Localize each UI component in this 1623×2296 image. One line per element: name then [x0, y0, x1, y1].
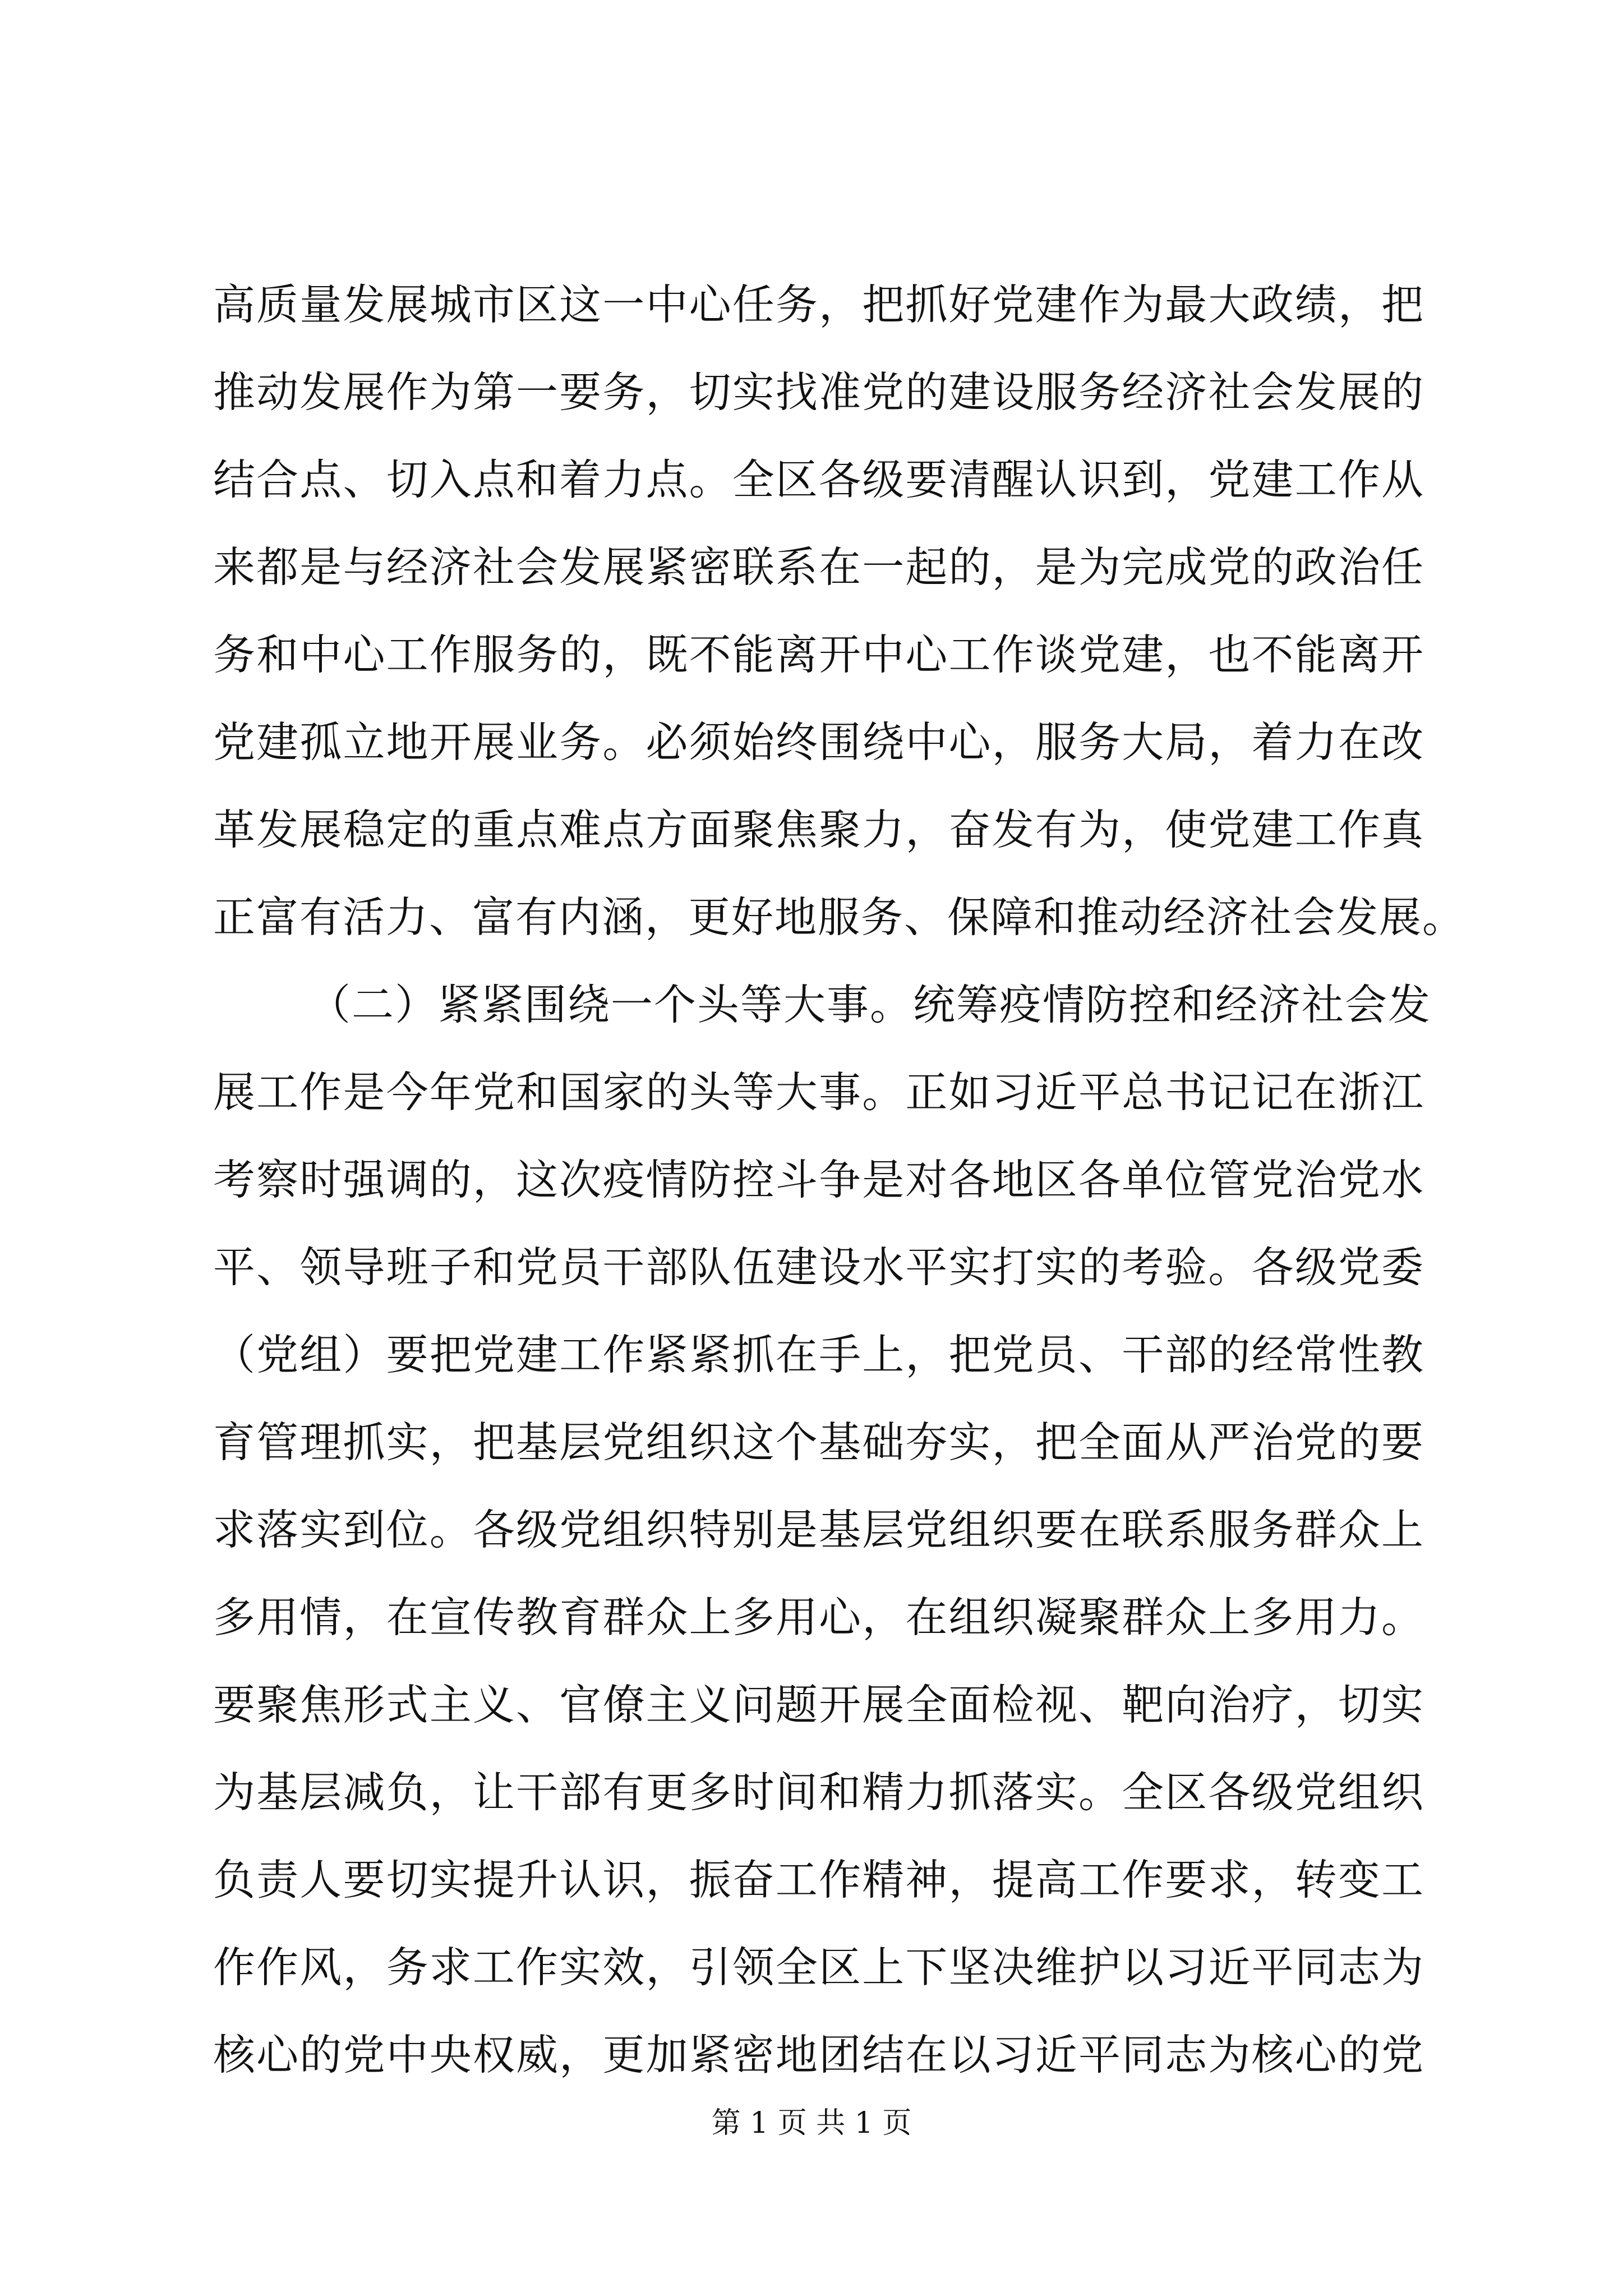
text-line: 要聚焦形式主义、官僚主义问题开展全面检视、靶向治疗，切实	[213, 1680, 1424, 1729]
text-line: 正富有活力、富有内涵，更好地服务、保障和推动经济社会发展。	[213, 892, 1466, 942]
paragraph-first-line: （二）紧紧围绕一个头等大事。统筹疫情防控和经济社会发	[308, 980, 1432, 1029]
text-line: 推动发展作为第一要务，切实找准党的建设服务经济社会发展的	[213, 367, 1424, 417]
text-line: 党建孤立地开展业务。必须始终围绕中心，服务大局，着力在改	[213, 717, 1424, 767]
text-line: 来都是与经济社会发展紧密联系在一起的，是为完成党的政治任	[213, 542, 1424, 592]
text-line: 多用情，在宣传教育群众上多用心，在组织凝聚群众上多用力。	[213, 1593, 1424, 1642]
text-line: 负责人要切实提升认识，振奋工作精神，提高工作要求，转变工	[213, 1855, 1424, 1904]
text-line: 考察时强调的，这次疫情防控斗争是对各地区各单位管党治党水	[213, 1155, 1424, 1204]
text-line: 展工作是今年党和国家的头等大事。正如习近平总书记记在浙江	[213, 1068, 1424, 1117]
text-line: 求落实到位。各级党组织特别是基层党组织要在联系服务群众上	[213, 1505, 1424, 1554]
body-text	[213, 261, 1466, 2099]
text-line: 育管理抓实，把基层党组织这个基础夯实，把全面从严治党的要	[213, 1418, 1424, 1467]
text-line: 高质量发展城市区这一中心任务，把抓好党建作为最大政绩，把	[213, 280, 1424, 329]
page-footer	[0, 2104, 1623, 2143]
text-line: 革发展稳定的重点难点方面聚焦聚力，奋发有为，使党建工作真	[213, 805, 1424, 854]
text-line: 务和中心工作服务的，既不能离开中心工作谈党建，也不能离开	[213, 630, 1424, 679]
text-line: 结合点、切入点和着力点。全区各级要清醒认识到，党建工作从	[213, 455, 1424, 504]
page-number: 第 1 页 共 1 页	[711, 2106, 912, 2140]
text-line: 为基层减负，让干部有更多时间和精力抓落实。全区各级党组织	[213, 1768, 1424, 1817]
text-line: （党组）要把党建工作紧紧抓在手上，把党员、干部的经常性教	[213, 1330, 1424, 1379]
text-line: 平、领导班子和党员干部队伍建设水平实打实的考验。各级党委	[213, 1243, 1424, 1292]
text-line: 核心的党中央权威，更加紧密地团结在以习近平同志为核心的党	[213, 2030, 1424, 2079]
text-line: 作作风，务求工作实效，引领全区上下坚决维护以习近平同志为	[213, 1943, 1424, 1992]
